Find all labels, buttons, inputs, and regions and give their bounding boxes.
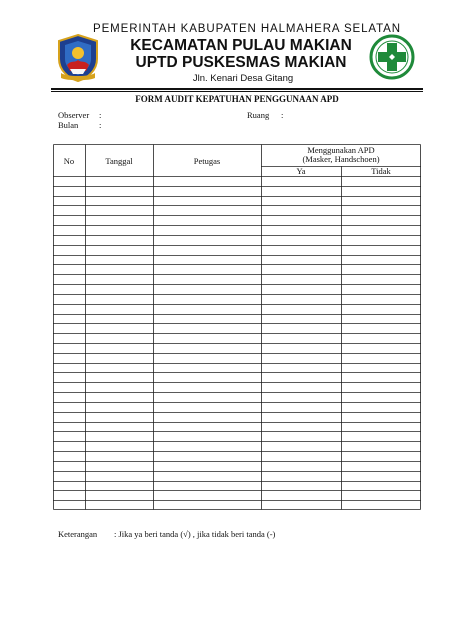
observer-colon: : [99,110,102,120]
header-apd-detail: (Masker, Handschoen) [302,154,380,164]
header-tanggal: Tanggal [105,156,133,166]
header-divider-thin [51,91,423,92]
bulan-colon: : [99,120,102,130]
keterangan-label: Keterangan [58,529,98,539]
audit-table [53,144,421,510]
form-title: FORM AUDIT KEPATUHAN PENGGUNAAN APD [135,94,339,104]
address: Jln. Kenari Desa Gitang [192,73,294,84]
government-title: PEMERINTAH KABUPATEN HALMAHERA SELATAN [93,23,401,35]
table-grid [53,144,421,510]
header-divider [51,88,423,90]
ruang-label: Ruang [247,110,270,120]
header-tidak: Tidak [371,166,391,176]
keterangan-text: : Jika ya beri tanda (√) , jika tidak beri tanda (-) [114,529,276,539]
header-no: No [63,156,75,166]
header-apd: Menggunakan APD [307,145,375,155]
header-petugas: Petugas [193,156,221,166]
header-ya: Ya [296,166,306,176]
ruang-colon: : [281,110,284,120]
bulan-label: Bulan [58,120,79,130]
puskesmas-title: UPTD PUSKESMAS MAKIAN [135,54,347,71]
district-title: KECAMATAN PULAU MAKIAN [130,37,352,54]
observer-label: Observer [58,110,90,120]
